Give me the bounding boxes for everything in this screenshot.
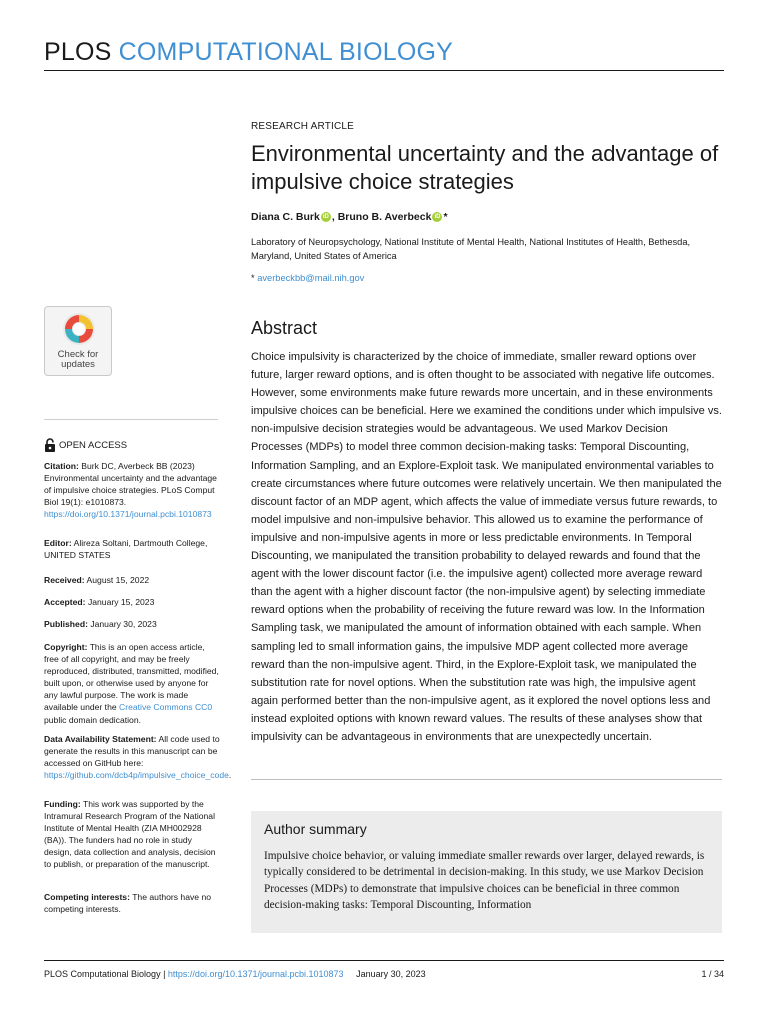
check-for-updates-badge[interactable]: [44, 306, 112, 376]
sidebar-divider: [44, 419, 218, 420]
journal-masthead: [44, 38, 453, 67]
check-for-updates-icon: [62, 312, 96, 346]
open-lock-icon: [44, 438, 56, 452]
copyright-block: Copyright: This is an open access article, free of all copyright, and may be freely reproduced, distributed, transmitted, modified, built upon, or otherwise used by anyone for any lawful purpose. The work is made available under the Creative Commons CC0 public domain dedication.: [44, 642, 219, 725]
github-link[interactable]: https://github.com/dcb4p/impulsive_choice_code: [44, 770, 229, 781]
author-summary-heading: Author summary: [264, 821, 367, 837]
author-affiliation: Laboratory of Neuropsychology, National Institute of Mental Health, National Institutes of Health, Bethesda, Maryland, United States of America: [251, 237, 691, 261]
published-date: Published: January 30, 2023: [44, 619, 157, 629]
email-link[interactable]: averbeckbb@mail.nih.gov: [257, 273, 365, 283]
editor-block: Editor: Alireza Soltani, Dartmouth College, UNITED STATES: [44, 538, 208, 561]
abstract-divider: [251, 779, 722, 780]
creative-commons-link[interactable]: Creative Commons CC0: [119, 702, 213, 713]
received-date: Received: August 15, 2022: [44, 575, 150, 585]
corresponding-author-mark: *: [443, 211, 448, 223]
masthead-plos: PLOS: [44, 38, 112, 66]
author-list: Diana C. Burk iD , Bruno B. Averbeck iD *: [251, 211, 448, 223]
author-summary-box: [251, 811, 722, 933]
orcid-icon[interactable]: iD: [434, 214, 441, 220]
masthead-divider: [44, 70, 724, 71]
author-summary-text: Impulsive choice behavior, or valuing immediate smaller rewards over larger, delayed rewards, is typically considered to be detrimental in decision-making. In this study, we use Markov Decision Processes (MDPs) to demonstrate that impulsive choices can be beneficial in three common decision-making tasks: Temporal Discounting, Information: [264, 850, 705, 912]
footer-journal: PLOS Computational Biology |: [44, 969, 166, 979]
footer-date: January 30, 2023: [356, 969, 426, 979]
masthead-journal-name: COMPUTATIONAL BIOLOGY: [118, 38, 453, 66]
data-availability-block: Data Availability Statement: All code used to generate the results in this manuscript can be accessed on GitHub here: https://github.com/dcb4p/impulsive_choice_code.: [44, 734, 232, 781]
author-name[interactable]: Bruno B. Averbeck: [337, 211, 432, 223]
orcid-icon[interactable]: iD: [322, 214, 329, 220]
check-for-updates-label: Check for updates: [57, 349, 99, 370]
page-number: 1 / 34: [701, 969, 724, 979]
abstract-heading: Abstract: [251, 318, 318, 338]
corresponding-email: * averbeckbb@mail.nih.gov: [251, 273, 365, 283]
footer-doi-link[interactable]: https://doi.org/10.1371/journal.pcbi.1010873: [167, 969, 344, 979]
article-title: Environmental uncertainty and the advantage of impulsive choice strategies: [251, 141, 719, 194]
page-footer: [44, 969, 426, 979]
competing-interests-block: Competing interests: The authors have no competing interests.: [44, 892, 212, 915]
citation-doi-link[interactable]: https://doi.org/10.1371/journal.pcbi.1010873: [44, 509, 212, 520]
article-type: RESEARCH ARTICLE: [251, 121, 355, 132]
open-access-label: OPEN ACCESS: [44, 438, 127, 452]
footer-divider: [44, 960, 724, 961]
author-name[interactable]: Diana C. Burk: [251, 211, 320, 223]
abstract-text: Choice impulsivity is characterized by the choice of immediate, smaller reward options over future, larger reward options, and is often thought to be associated with negative life outcomes. However, some environments make future rewards more uncertain, and in these environments impulsive choices can be beneficial. Here we examined the conditions under which impulsive vs. non-impulsive decision strategies would be advantageous. We used Markov Decision Processes (MDPs) to model three common decision-making tasks: Temporal Discounting, Information Sampling, and an Explore-Exploit task. We manipulated environmental variables to create circumstances where future outcomes were relatively uncertain. We then manipulated the discount factor of an MDP agent, which affects the value of immediate versus future rewards, to model impulsive and non-impulsive behavior. This allowed us to examine the performance of impulsive and non-impulsive agents in more or less predictable environments. In Temporal Discounting, we manipulated the transition probability to delayed rewards and found that the agent with the lower discount factor (i.e. the impulsive agent) collected more average reward than the agent with a higher discount factor (the non-impulsive agent) by selecting immediate reward options when the probability of receiving the future reward was low. In the Information Sampling task, we manipulated the amount of information obtained with each sample. When sampling led to small information gains, the impulsive MDP agent collected more average reward than the non-impulsive agent. Third, in the Explore-Exploit task, we manipulated the substitution rate for novel options. When the substitution rate was high, the impulsive agent again performed better than the non-impulsive agent, as it explored the novel options less and instead exploited options with known reward values. The results of these analyses show that impulsivity can be advantageous in environments that are unexpectedly uncertain.: [251, 351, 722, 743]
accepted-date: Accepted: January 15, 2023: [44, 597, 155, 607]
funding-block: Funding: This work was supported by the Intramural Research Program of the National Institute of Mental Health (ZIA MH002928 (BA)). The funders had no role in study design, data collection and analysis, decision to publish, or preparation of the manuscript.: [44, 799, 216, 870]
citation-block: Citation: Burk DC, Averbeck BB (2023) Environmental uncertainty and the advantage of impulsive choice strategies. PLoS Comput Biol 19(1): e1010873. https://doi.org/10.1371/journal.pcbi.1010873: [44, 461, 217, 520]
